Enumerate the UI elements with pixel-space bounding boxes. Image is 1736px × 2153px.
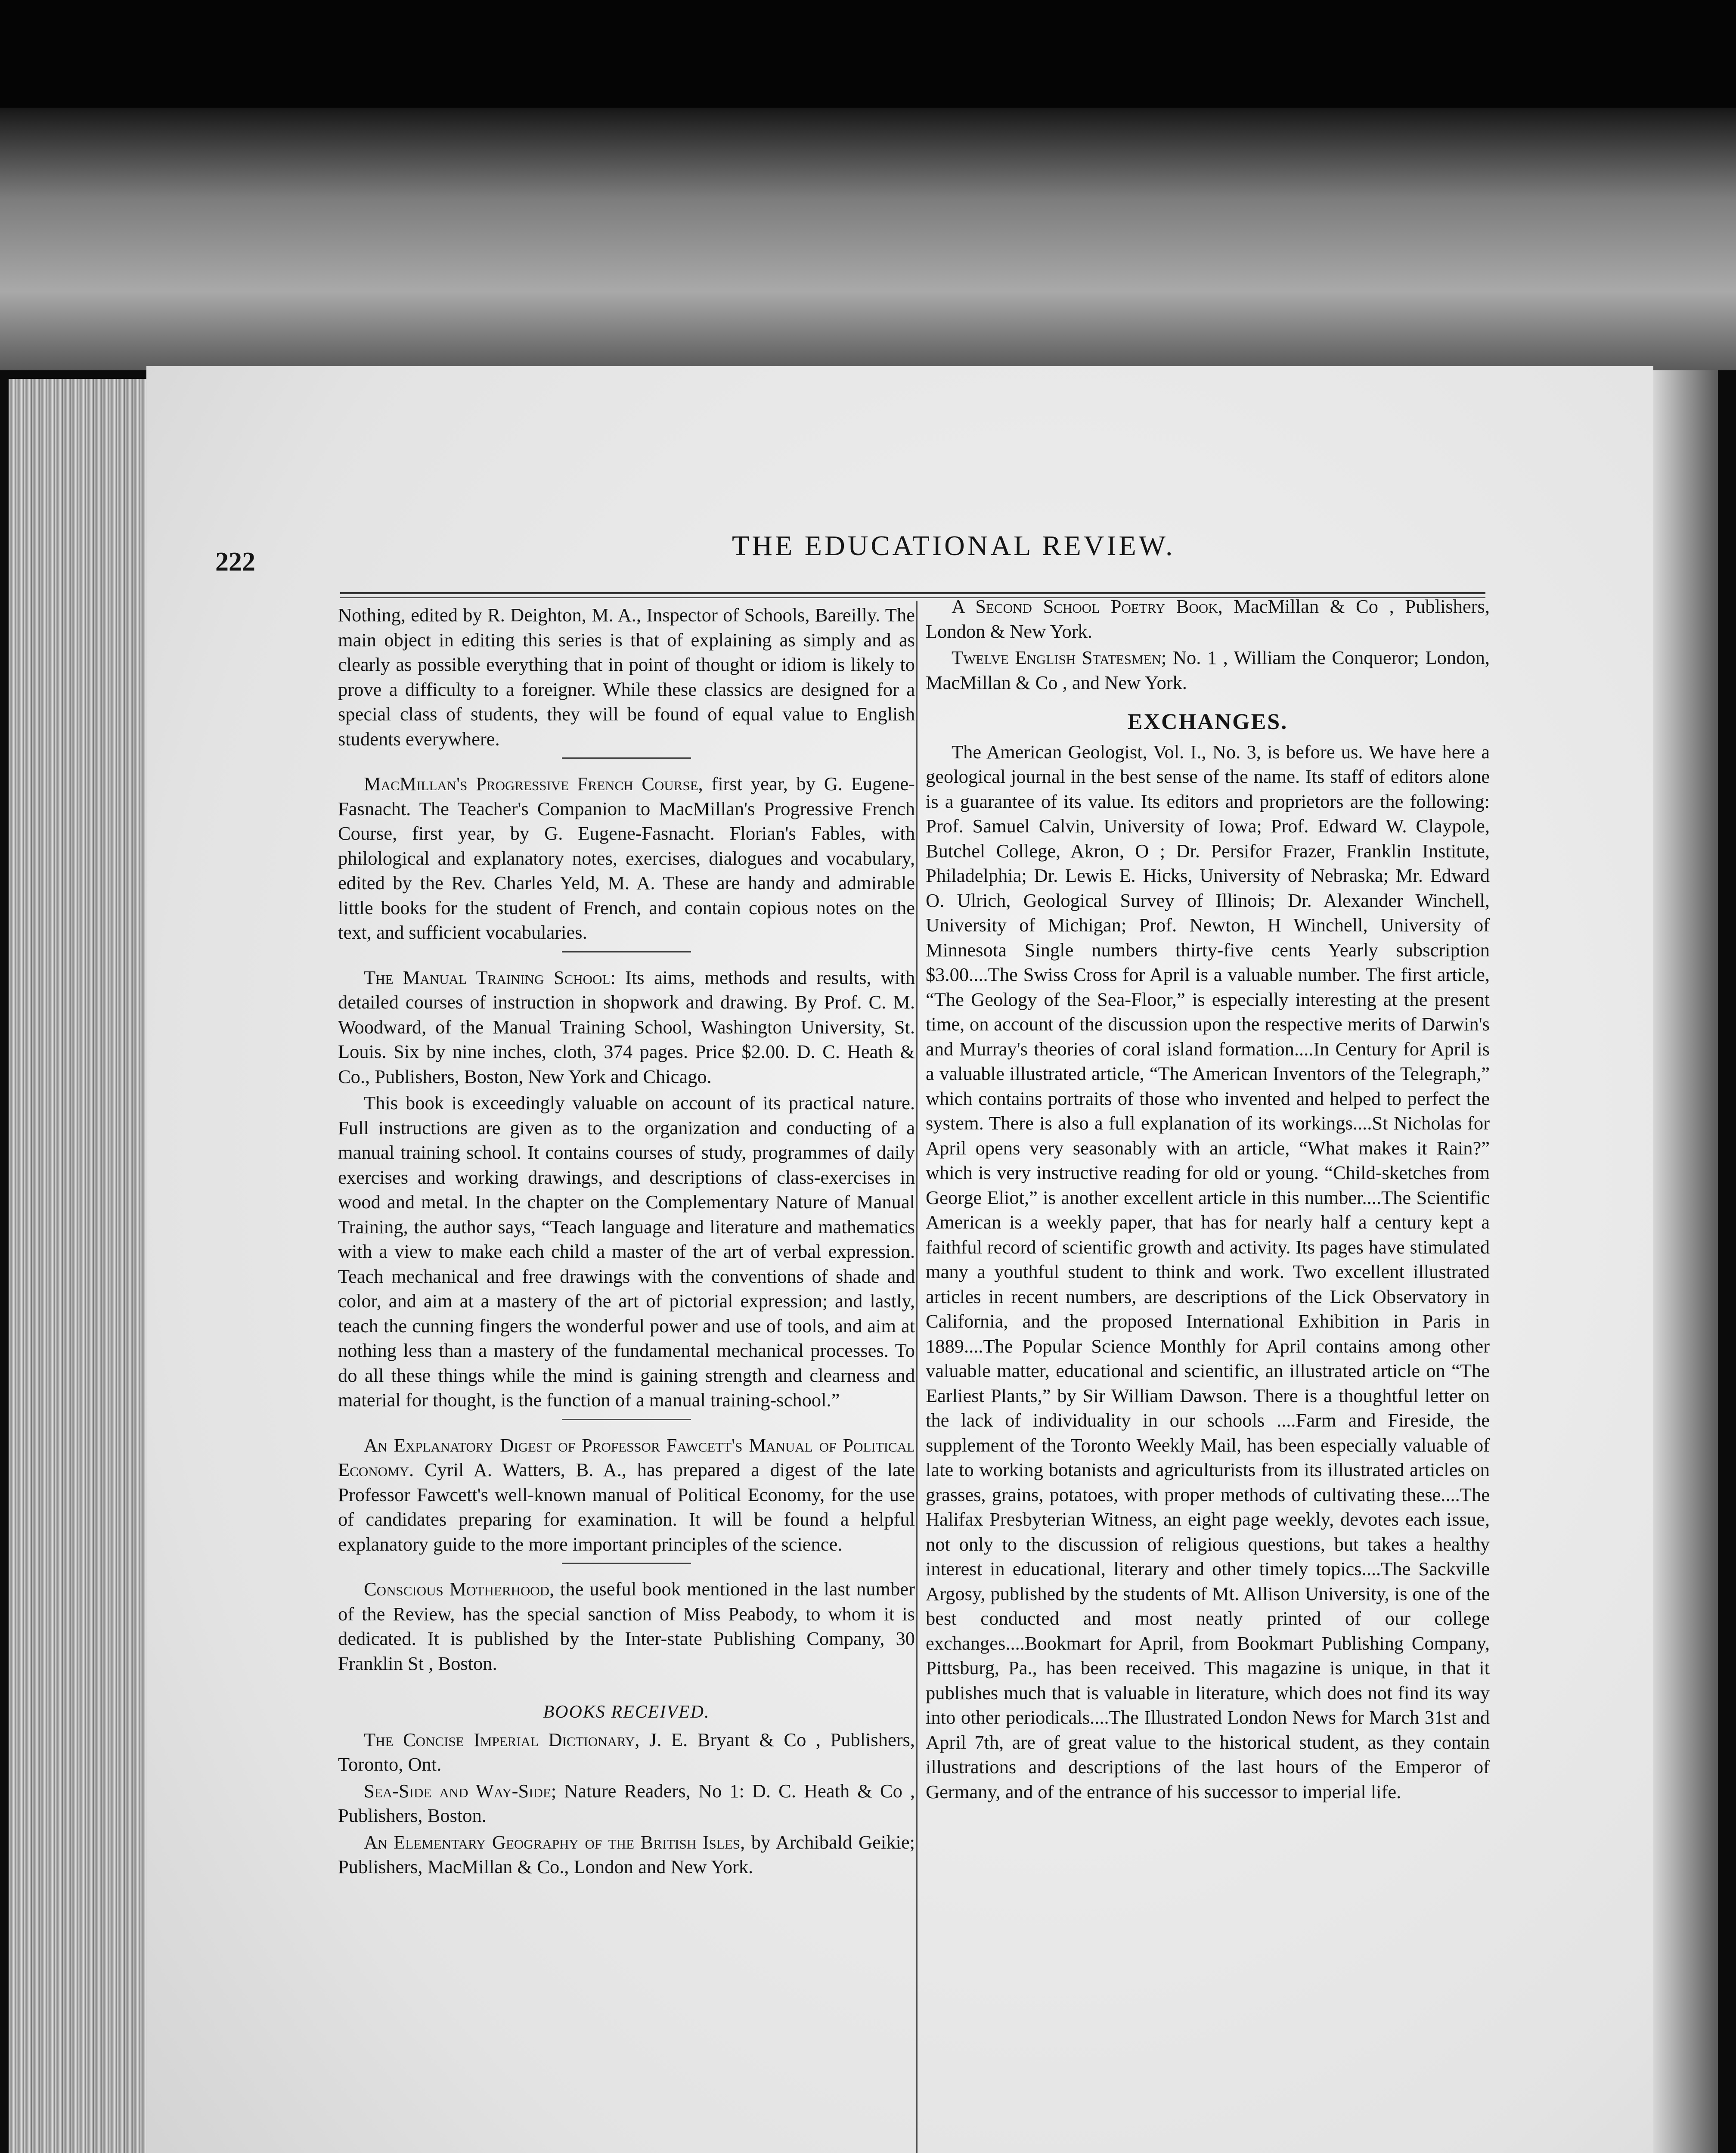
paragraph bbox=[338, 772, 915, 945]
book-entry bbox=[926, 594, 1490, 644]
left-column bbox=[338, 603, 915, 1881]
book-title: Twelve English Statesmen; bbox=[952, 647, 1167, 668]
paragraph bbox=[338, 1577, 915, 1676]
book-description: No. 1 , William the Conqueror; London, MacMillan & Co , and New York. bbox=[926, 647, 1490, 693]
exchanges-paragraph: The American Geologist, Vol. I., No. 3, is before us. We have here a geological journal in the best sense of the name. Its staff of editors alone is a guarantee of its value. Its editors and proprietors are the following: Prof. Samuel Calvin, University of Iowa; Prof. Edward W. Claypole, Butchel College, Akron, O ; Dr. Persifor Frazer, Franklin Institute, Philadelphia; Dr. Lewis E. Hicks, University of Nebraska; Mr. Edward O. Ulrich, Geological Survey of Illinois; Dr. Alexander Winchell, University of Michigan; Prof. Newton, H Winchell, University of Minnesota Single numbers thirty-five cents Yearly subscription $3.00....The Swiss Cross for April is a valuable number. The first article, “The Geology of the Sea-Floor,” is especially interesting at the present time, on account of the discussion upon the respective merits of Darwin's and Murray's theories of coral island formation....In Century for April is a valuable illustrated article, “The American Inventors of the Telegraph,” which contains portraits of those who invented and helped to perfect the system. There is also a full explanation of its workings....St Nicholas for April opens very seasonably with an article, “What makes it Rain?” which is very instructive reading for old or young. “Child-sketches from George Eliot,” is another excellent article in this number....The Scientific American is a weekly paper, that has for nearly half a century kept a faithful record of scientific growth and activity. Its pages have stimulated many a youthful student to think and work. Two excellent illustrated articles in recent numbers, are descriptions of the Lick Observatory in California, and the proposed International Exhibition in Paris in 1889....The Popular Science Monthly for April contains among other valuable matter, educational and scientific, an illustrated article on “The Earliest Plants,” by Sir William Dawson. There is a thoughtful letter on the lack of individuality in our schools ....Farm and Fireside, the supplement of the Toronto Weekly Mail, has been especially valuable of late to working botanists and agriculturists from its illustrated articles on grasses, grains, potatoes, with proper methods of cultivating these....The Halifax Presbyterian Witness, an eight page weekly, devotes each issue, not only to the discussion of religious questions, but takes a healthy interest in educational, literary and other timely topics....The Sackville Argosy, published by the students of Mt. Allison University, is one of the best conducted and most neatly printed of our college exchanges....Bookmart for April, from Bookmart Publishing Company, Pittsburg, Pa., has been received. This magazine is unique, in that it publishes much that is valuable in literature, which does not find its way into other periodicals....The Illustrated London News for March 31st and April 7th, are of great value to the historical student, as they contain illustrations and descriptions of the last hours of the Emperor of Germany, and of the entrance of his successor to imperial life. bbox=[926, 741, 1490, 1802]
paragraph bbox=[338, 1433, 915, 1557]
right-column bbox=[926, 594, 1490, 1806]
book-entry bbox=[338, 1728, 915, 1777]
section-rule bbox=[562, 757, 691, 759]
book-title: The Manual Training School: bbox=[364, 966, 616, 988]
section-rule bbox=[562, 1563, 691, 1564]
book-entry bbox=[926, 645, 1490, 695]
book-description: MacMillan & Co , Publishers, London & New York. bbox=[926, 596, 1490, 642]
book-title: An Elementary Geography of the British Isles, bbox=[364, 1831, 745, 1853]
paragraph: Nothing, edited by R. Deighton, M. A., Inspector of Schools, Bareilly. The main object in editing this series is that of explaining as simply and as clearly as possible everything that in point of thought or idiom is likely to prove a difficulty to a foreigner. While these classics are designed for a special class of students, they will be found of equal value to English students everywhere. bbox=[338, 604, 915, 750]
book-description: by Archibald Geikie; Publishers, MacMillan & Co., London and New York. bbox=[338, 1831, 915, 1877]
book-right-edge bbox=[1653, 370, 1718, 2153]
books-received-heading: BOOKS RECEIVED. bbox=[543, 1702, 710, 1722]
book-entry bbox=[338, 1779, 915, 1828]
section-rule bbox=[562, 1419, 691, 1420]
book-title: Sea-Side and Way-Side; bbox=[364, 1780, 557, 1802]
book-description: Nature Readers, No 1: D. C. Heath & Co , Publishers, Boston. bbox=[338, 1780, 915, 1826]
paragraph bbox=[338, 965, 915, 1089]
book-description: the useful book mentioned in the last number of the Review, has the special sanction of Miss Peabody, to whom it is dedicated. It is published by the Inter-state Publishing Company, 30 Franklin St , Boston. bbox=[338, 1578, 915, 1674]
book-page-edges bbox=[9, 379, 151, 2153]
book-title: A Second School Poetry Book, bbox=[952, 596, 1223, 617]
exchanges-heading: EXCHANGES. bbox=[1127, 710, 1288, 734]
book-title: MacMillan's Progressive French Course, bbox=[364, 773, 703, 794]
paragraph: This book is exceedingly valuable on account of its practical nature. Full instructions are given as to the organization and conducting of a manual training school. It contains courses of study, programmes of daily exercises and working drawings, and descriptions of class-exercises in wood and metal. In the chapter on the Complementary Nature of Manual Training, the author says, “Teach language and literature and mathematics with a view to make each child a master of the art of verbal expression. Teach mechanical and free drawings with the conventions of shade and color, and aim at a mastery of the art of pictorial expression; and lastly, teach the cunning fingers the wonderful power and use of tools, and aim at nothing less than a mastery of the fundamental mechanical processes. To do all these things while the mind is gaining strength and clearness and material for thought, is the function of a manual training-school.” bbox=[338, 1092, 915, 1411]
book-description: Cyril A. Watters, B. A., has prepared a digest of the late Professor Fawcett's well-known manual of Political Economy, for the use of candidates preparing for examination. It will be found a helpful explanatory guide to the more important principles of the science. bbox=[338, 1459, 915, 1555]
running-head: THE EDUCATIONAL REVIEW. bbox=[732, 530, 1175, 562]
page-number: 222 bbox=[215, 547, 255, 577]
scan-background bbox=[0, 108, 1736, 370]
book-description: Its aims, methods and results, with detailed courses of instruction in shopwork and drawing. By Prof. C. M. Woodward, of the Manual Training School, Washington University, St. Louis. Six by nine inches, cloth, 374 pages. Price $2.00. D. C. Heath & Co., Publishers, Boston, New York and Chicago. bbox=[338, 966, 915, 1087]
book-description: J. E. Bryant & Co , Publishers, Toronto, Ont. bbox=[338, 1728, 915, 1775]
section-rule bbox=[562, 951, 691, 952]
book-title: The Concise Imperial Dictionary, bbox=[364, 1728, 640, 1750]
book-title: An Explanatory Digest of Professor Fawcett's Manual of Political Economy. bbox=[338, 1434, 915, 1480]
column-divider bbox=[916, 601, 918, 2153]
book-entry bbox=[338, 1830, 915, 1880]
book-title: Conscious Motherhood, bbox=[364, 1578, 555, 1600]
scan-border-top bbox=[0, 0, 1736, 112]
book-description: first year, by G. Eugene-Fasnacht. The Teacher's Companion to MacMillan's Progressive French Course, first year, by G. Eugene-Fasnacht. Florian's Fables, with philological and explanatory notes, exercises, dialogues and vocabulary, edited by the Rev. Charles Yeld, M. A. These are handy and admirable little books for the student of French, and contain copious notes on the text, and sufficient vocabularies. bbox=[338, 773, 915, 943]
